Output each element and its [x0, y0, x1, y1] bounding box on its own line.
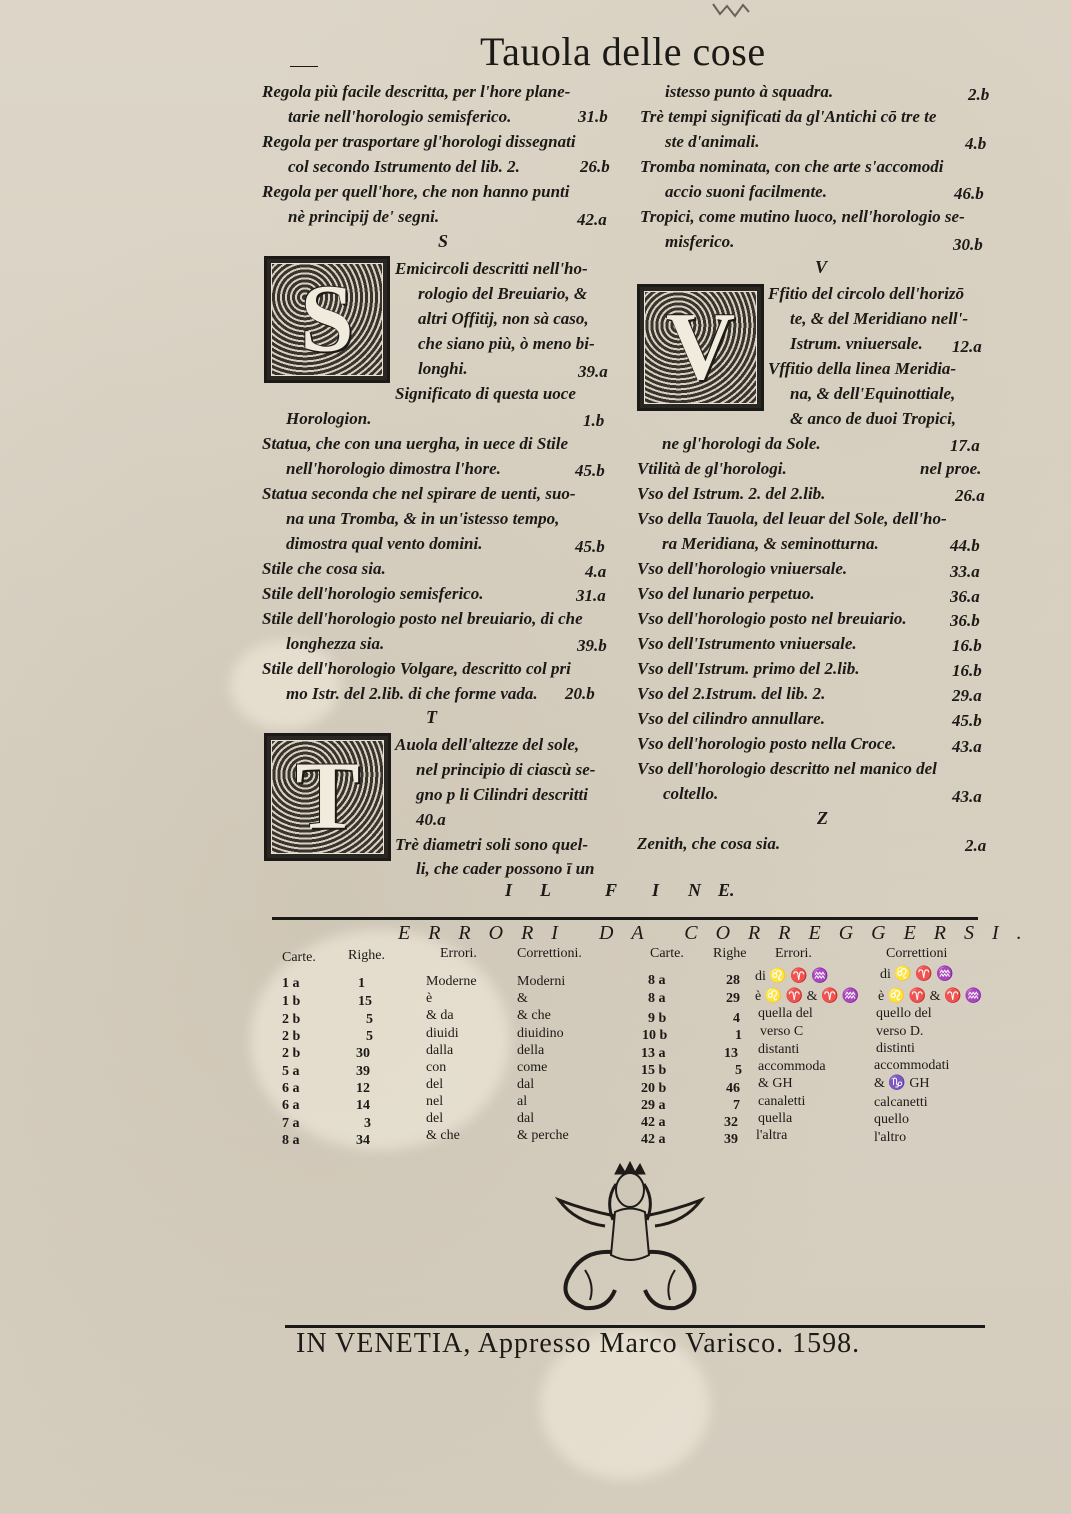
- index-entry: dimostra qual vento domini.: [286, 534, 483, 553]
- page-ref: 16.b: [952, 661, 982, 680]
- index-entry: Vso dell'horologio posto nel breuiario.: [637, 609, 907, 628]
- errata-cell: 2 b: [282, 1029, 301, 1044]
- page-ref: 17.a: [950, 436, 980, 455]
- index-entry: Vso dell'horologio vniuersale.: [637, 559, 848, 578]
- section-letter: V: [815, 257, 828, 277]
- index-entry: istesso punto à squadra.: [665, 82, 834, 101]
- page-ref: 36.b: [950, 611, 980, 630]
- siren-ornament-icon: [545, 1160, 715, 1320]
- section-letter: Z: [817, 808, 828, 828]
- errata-cell: 12: [356, 1081, 370, 1096]
- errata-cell: dalla: [426, 1043, 454, 1058]
- index-entry: Vso del cilindro annullare.: [637, 709, 825, 728]
- errata-cell: 5 a: [282, 1064, 300, 1079]
- errata-cell: di ♌ ♈ ♒: [755, 969, 829, 984]
- index-entry: Zenith, che cosa sia.: [637, 834, 781, 853]
- index-entry: ste d'animali.: [665, 132, 760, 151]
- errata-cell: & da: [426, 1008, 454, 1023]
- errata-cell: 5: [366, 1029, 373, 1044]
- index-entry: nel principio di ciascù se-: [416, 760, 596, 779]
- errata-cell: 15 b: [641, 1063, 667, 1078]
- errata-cell: è ♌ ♈ & ♈ ♒: [755, 989, 860, 1004]
- page-ref: 46.b: [954, 184, 984, 203]
- errata-cell: 8 a: [648, 973, 666, 988]
- page-ref: 1.b: [583, 411, 605, 430]
- index-entry: Regola per trasportare gl'horologi dissegnati: [262, 132, 576, 151]
- page-ref: 31.b: [578, 107, 608, 126]
- errata-cell: 13 a: [641, 1046, 666, 1061]
- errata-cell: 1 a: [282, 976, 300, 991]
- index-entry: Trè tempi significati da gl'Antichi cō tre te: [640, 107, 937, 126]
- index-entry: Tromba nominata, con che arte s'accomodi: [640, 157, 944, 176]
- index-entry: Vso del 2.Istrum. del lib. 2.: [637, 684, 826, 703]
- errata-cell: 13: [724, 1046, 738, 1061]
- index-entry: Vso della Tauola, del leuar del Sole, dell'ho-: [637, 509, 947, 528]
- index-entry: tarie nell'horologio semisferico.: [288, 107, 512, 126]
- errata-cell: 9 b: [648, 1011, 667, 1026]
- index-entry: Vso del Istrum. 2. del 2.lib.: [637, 484, 826, 503]
- errata-cell: nel: [426, 1094, 444, 1109]
- index-entry: longhezza sia.: [286, 634, 385, 653]
- errata-cell: della: [517, 1043, 545, 1058]
- index-entry: ne gl'horologi da Sole.: [662, 434, 821, 453]
- index-entry: li, che cader possono ī un: [416, 859, 595, 878]
- column-header: Errori.: [775, 946, 812, 961]
- errata-cell: 42 a: [641, 1115, 666, 1130]
- errata-cell: 34: [356, 1133, 370, 1148]
- errata-cell: 39: [724, 1132, 738, 1147]
- index-entry: Vso dell'horologio descritto nel manico del: [637, 759, 937, 778]
- index-entry: 40.a: [416, 810, 446, 829]
- errata-cell: come: [517, 1060, 548, 1075]
- decorated-initial-T: T: [264, 733, 391, 861]
- index-entry: Vso dell'horologio posto nella Croce.: [637, 734, 897, 753]
- index-entry: na, & dell'Equinottiale,: [790, 384, 956, 403]
- page-ref: 26.a: [955, 486, 985, 505]
- errata-cell: calcanetti: [874, 1095, 928, 1110]
- errata-cell: 10 b: [642, 1028, 668, 1043]
- errata-cell: è ♌ ♈ & ♈ ♒: [878, 989, 983, 1004]
- finis-letter: E.: [718, 880, 735, 900]
- errata-cell: Moderni: [517, 974, 566, 989]
- errata-cell: 6 a: [282, 1081, 300, 1096]
- errata-cell: 7: [733, 1098, 740, 1113]
- index-entry: Vso del lunario perpetuo.: [637, 584, 815, 603]
- index-entry: & anco de duoi Tropici,: [790, 409, 957, 428]
- page-ref: 42.a: [577, 210, 607, 229]
- index-entry: Trè diametri soli sono quel-: [395, 835, 588, 854]
- column-header: Carte.: [282, 950, 316, 965]
- finis-letter: N: [688, 880, 701, 900]
- errata-cell: 1 b: [282, 994, 301, 1009]
- errata-cell: canaletti: [758, 1094, 806, 1109]
- page-ref: nel proe.: [920, 459, 982, 478]
- page-ref: 39.b: [577, 636, 607, 655]
- page-ref: 33.a: [950, 562, 980, 581]
- index-entry: Statua, che con una uergha, in uece di Stile: [262, 434, 569, 453]
- column-header: Carte.: [650, 946, 684, 961]
- title-rule: [290, 66, 318, 67]
- errata-heading: ERRORI DA CORREGGERSI.: [398, 922, 1040, 944]
- errata-cell: dal: [517, 1077, 535, 1092]
- page-ref: 2.b: [968, 85, 990, 104]
- index-entry: che siano più, ò meno bi-: [418, 334, 595, 353]
- errata-cell: 3: [364, 1116, 371, 1131]
- finis-letter: F: [605, 880, 618, 900]
- page-ref: 29.a: [952, 686, 982, 705]
- errata-cell: quella: [758, 1111, 793, 1126]
- index-entry: Regola per quell'hore, che non hanno punti: [262, 182, 570, 201]
- page-ref: 12.a: [952, 337, 982, 356]
- page-ref: 26.b: [580, 157, 610, 176]
- column-header: Correttioni.: [517, 946, 582, 961]
- index-entry: Vso dell'Istrum. primo del 2.lib.: [637, 659, 860, 678]
- index-entry: ra Meridiana, & seminotturna.: [662, 534, 879, 553]
- page-ref: 20.b: [565, 684, 595, 703]
- index-entry: gno p li Cilindri descritti: [416, 785, 588, 804]
- index-entry: Istrum. vniuersale.: [790, 334, 923, 353]
- errata-cell: 5: [366, 1012, 373, 1027]
- errata-cell: Moderne: [426, 974, 477, 989]
- page-ref: 45.b: [952, 711, 982, 730]
- column-header: Errori.: [440, 946, 477, 961]
- errata-cell: 8 a: [282, 1133, 300, 1148]
- errata-cell: 2 b: [282, 1012, 301, 1027]
- errata-cell: 46: [726, 1081, 740, 1096]
- page-ref: 16.b: [952, 636, 982, 655]
- index-entry: Vso dell'Istrumento vniuersale.: [637, 634, 857, 653]
- errata-cell: quello: [874, 1112, 909, 1127]
- page-ref: 44.b: [950, 536, 980, 555]
- index-entry: Stile dell'horologio posto nel breuiario, di che: [262, 609, 583, 628]
- errata-cell: 8 a: [648, 991, 666, 1006]
- page-title: Tauola delle cose: [480, 29, 766, 74]
- index-entry: te, & del Meridiano nell'-: [790, 309, 969, 328]
- errata-cell: l'altro: [874, 1130, 907, 1145]
- errata-cell: 15: [358, 994, 372, 1009]
- index-entry: coltello.: [663, 784, 719, 803]
- errata-cell: 39: [356, 1064, 370, 1079]
- errata-cell: & perche: [517, 1128, 569, 1143]
- ornament-mark-icon: [705, 0, 755, 22]
- index-entry: Stile dell'horologio semisferico.: [262, 584, 484, 603]
- index-entry: Significato di questa uoce: [395, 384, 576, 403]
- errata-cell: l'altra: [756, 1128, 788, 1143]
- index-entry: Stile dell'horologio Volgare, descritto col pri: [262, 659, 571, 678]
- page-ref: 43.a: [952, 737, 982, 756]
- page-ref: 2.a: [965, 836, 987, 855]
- errata-cell: 7 a: [282, 1116, 300, 1131]
- index-entry: Regola più facile descritta, per l'hore plane-: [262, 82, 571, 101]
- errata-cell: 28: [726, 973, 740, 988]
- errata-cell: con: [426, 1060, 447, 1075]
- index-entry: Vtilità de gl'horologi.: [637, 459, 787, 478]
- index-entry: Vffitio della linea Meridia-: [768, 359, 957, 378]
- column-header: Righe: [713, 946, 747, 961]
- imprint: IN VENETIA, Appresso Marco Varisco. 1598.: [296, 1328, 861, 1359]
- errata-cell: del: [426, 1077, 444, 1092]
- errata-cell: 14: [356, 1098, 370, 1113]
- errata-cell: 1: [735, 1028, 742, 1043]
- page-ref: 45.b: [575, 537, 605, 556]
- errata-cell: 20 b: [641, 1081, 667, 1096]
- errata-cell: è: [426, 991, 433, 1006]
- errata-cell: del: [426, 1111, 444, 1126]
- errata-cell: quella del: [758, 1006, 813, 1021]
- decorated-initial-S: S: [264, 256, 390, 383]
- errata-cell: diuidino: [517, 1026, 564, 1041]
- section-letter: S: [438, 231, 449, 251]
- errata-cell: verso D.: [876, 1024, 924, 1039]
- page-ref: 4.a: [585, 562, 607, 581]
- index-entry: Emicircoli descritti nell'ho-: [395, 259, 588, 278]
- errata-cell: di ♌ ♈ ♒: [880, 967, 954, 982]
- errata-cell: 42 a: [641, 1132, 666, 1147]
- errata-cell: 2 b: [282, 1046, 301, 1061]
- page-ref: 43.a: [952, 787, 982, 806]
- errata-cell: &: [517, 991, 528, 1006]
- page-ref: 4.b: [965, 134, 987, 153]
- errata-cell: quello del: [876, 1006, 932, 1021]
- index-entry: longhi.: [418, 359, 468, 378]
- errata-cell: dal: [517, 1111, 535, 1126]
- finis-letter: I: [505, 880, 513, 900]
- page-ref: 39.a: [578, 362, 608, 381]
- column-header: Righe.: [348, 948, 385, 963]
- errata-cell: 4: [733, 1011, 740, 1026]
- errata-cell: verso C: [760, 1024, 804, 1039]
- page-ref: 30.b: [953, 235, 983, 254]
- index-entry: Stile che cosa sia.: [262, 559, 386, 578]
- errata-cell: & ♑ GH: [874, 1076, 930, 1091]
- errata-cell: 5: [735, 1063, 742, 1078]
- finis-letter: I: [652, 880, 660, 900]
- decorated-initial-V: V: [637, 284, 764, 411]
- index-entry: col secondo Istrumento del lib. 2.: [288, 157, 520, 176]
- errata-cell: diuidi: [426, 1026, 459, 1041]
- index-entry: Auola dell'altezze del sole,: [395, 735, 580, 754]
- errata-rule: [272, 917, 978, 920]
- errata-cell: accommodati: [874, 1058, 950, 1073]
- index-entry: mo Istr. del 2.lib. di che forme vada.: [286, 684, 538, 703]
- column-header: Correttioni: [886, 946, 948, 961]
- errata-cell: & che: [426, 1128, 460, 1143]
- errata-cell: distinti: [876, 1041, 915, 1056]
- errata-cell: 30: [356, 1046, 370, 1061]
- finis-letter: L: [540, 880, 551, 900]
- errata-cell: 29 a: [641, 1098, 666, 1113]
- errata-cell: accommoda: [758, 1059, 826, 1074]
- errata-cell: 6 a: [282, 1098, 300, 1113]
- page-ref: 36.a: [950, 587, 980, 606]
- errata-cell: al: [517, 1094, 528, 1109]
- index-entry: Statua seconda che nel spirare de uenti, suo-: [262, 484, 576, 503]
- errata-cell: distanti: [758, 1042, 800, 1057]
- index-entry: nell'horologio dimostra l'hore.: [286, 459, 501, 478]
- errata-cell: 1: [358, 976, 365, 991]
- index-entry: altri Offitij, non sà caso,: [418, 309, 589, 328]
- errata-cell: 29: [726, 991, 740, 1006]
- index-entry: Ffitio del circolo dell'horizō: [768, 284, 964, 303]
- errata-cell: & GH: [758, 1076, 793, 1091]
- index-entry: Tropici, come mutino luoco, nell'horologio se-: [640, 207, 965, 226]
- index-entry: rologio del Breuiario, &: [418, 284, 588, 303]
- errata-cell: 32: [724, 1115, 738, 1130]
- section-letter: T: [426, 707, 437, 727]
- page-ref: 31.a: [576, 586, 606, 605]
- page-ref: 45.b: [575, 461, 605, 480]
- index-entry: misferico.: [665, 232, 735, 251]
- index-entry: na una Tromba, & in un'istesso tempo,: [286, 509, 560, 528]
- index-entry: accio suoni facilmente.: [665, 182, 827, 201]
- index-entry: Horologion.: [286, 409, 372, 428]
- errata-cell: & che: [517, 1008, 551, 1023]
- index-entry: nè principij de' segni.: [288, 207, 440, 226]
